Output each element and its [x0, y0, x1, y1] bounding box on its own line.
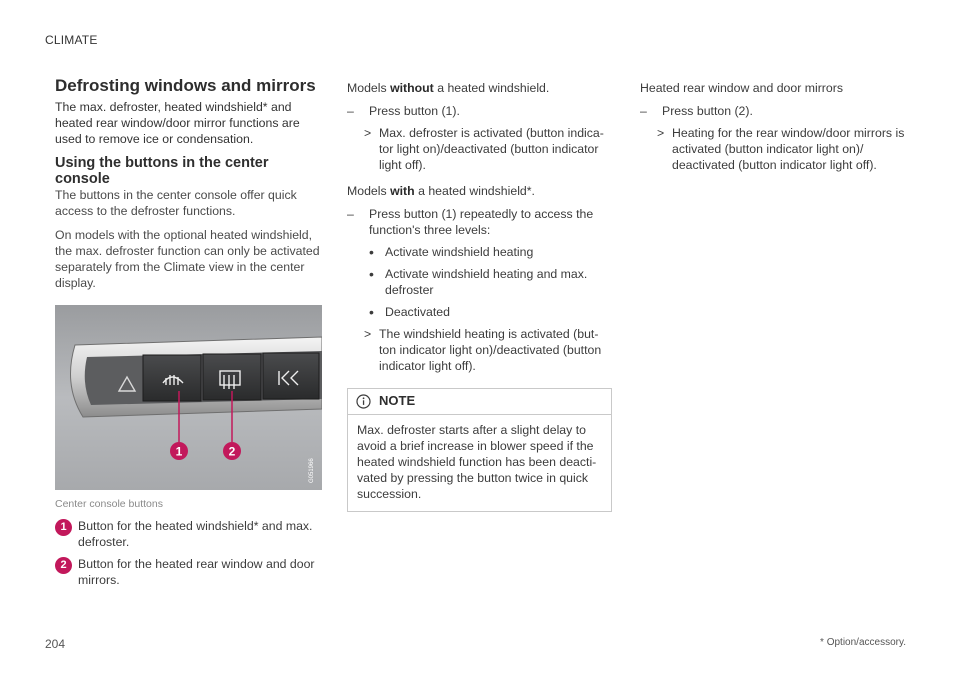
- paragraph: The buttons in the center console offer quick access to the defroster functions.: [55, 188, 297, 218]
- note-title: NOTE: [379, 393, 416, 408]
- result: > Heating for the rear window/door mirrors is activated (button indicator light on)/ deactivated (button indicator light off).: [657, 126, 905, 172]
- figure-caption: Center console buttons: [55, 498, 163, 510]
- info-icon: [356, 394, 371, 409]
- footnote: * Option/accessory.: [820, 637, 906, 648]
- models-without: Models without a heated windshield.: [347, 81, 550, 95]
- page-title: Defrosting windows and mirrors: [55, 76, 316, 95]
- legend-item: [55, 518, 323, 550]
- console-illustration: [55, 305, 322, 490]
- number-badge: 2: [55, 557, 72, 574]
- result: > Max. defroster is activated (button indica-tor light on)/deactivated (button indicator light off).: [364, 126, 604, 172]
- legend-text: Button for the heated windshield* and max. defroster.: [78, 519, 313, 549]
- note-box: [347, 388, 612, 512]
- list-item: • Deactivated: [369, 304, 450, 320]
- list-item: • Activate windshield heating and max. defroster: [369, 266, 588, 297]
- page-number: 204: [45, 637, 66, 651]
- column-left: [55, 99, 323, 588]
- callout-2: 2: [228, 444, 236, 459]
- subheading: Heated rear window and door mirrors: [640, 81, 843, 95]
- console-buttons-image: [55, 305, 322, 490]
- models-with: Models with a heated windshield*.: [347, 184, 535, 198]
- list-item: • Activate windshield heating: [369, 244, 534, 260]
- note-body: Max. defroster starts after a slight delay to avoid a brief increase in blower speed if the heated windshield function has been deacti-vated by pressing the button twice in quick succession.: [357, 423, 597, 501]
- column-right: [640, 80, 905, 173]
- note-header: [348, 389, 611, 415]
- step: – Press button (1).: [347, 104, 460, 118]
- step: – Press button (2).: [640, 104, 753, 118]
- result: > The windshield heating is activated (but-ton indicator light on)/deactivated (button indicator light off).: [364, 327, 602, 373]
- paragraph: On models with the optional heated windshield, the max. defroster function can only be activated separately from the Climate view in the center display.: [55, 228, 320, 290]
- intro-text: The max. defroster, heated windshield* and heated rear window/door mirror functions are used to remove ice or condensation.: [55, 100, 300, 146]
- section-heading: Using the buttons in the center console: [55, 155, 269, 187]
- figure-code: G051966: [309, 458, 315, 483]
- section-header: CLIMATE: [45, 33, 98, 47]
- callout-1: 1: [175, 444, 183, 459]
- legend-item: [55, 556, 323, 588]
- legend-text: Button for the heated rear window and door mirrors.: [78, 557, 315, 587]
- number-badge: 1: [55, 519, 72, 536]
- step: – Press button (1) repeatedly to access the function's three levels:: [347, 207, 594, 237]
- column-middle: [347, 80, 612, 512]
